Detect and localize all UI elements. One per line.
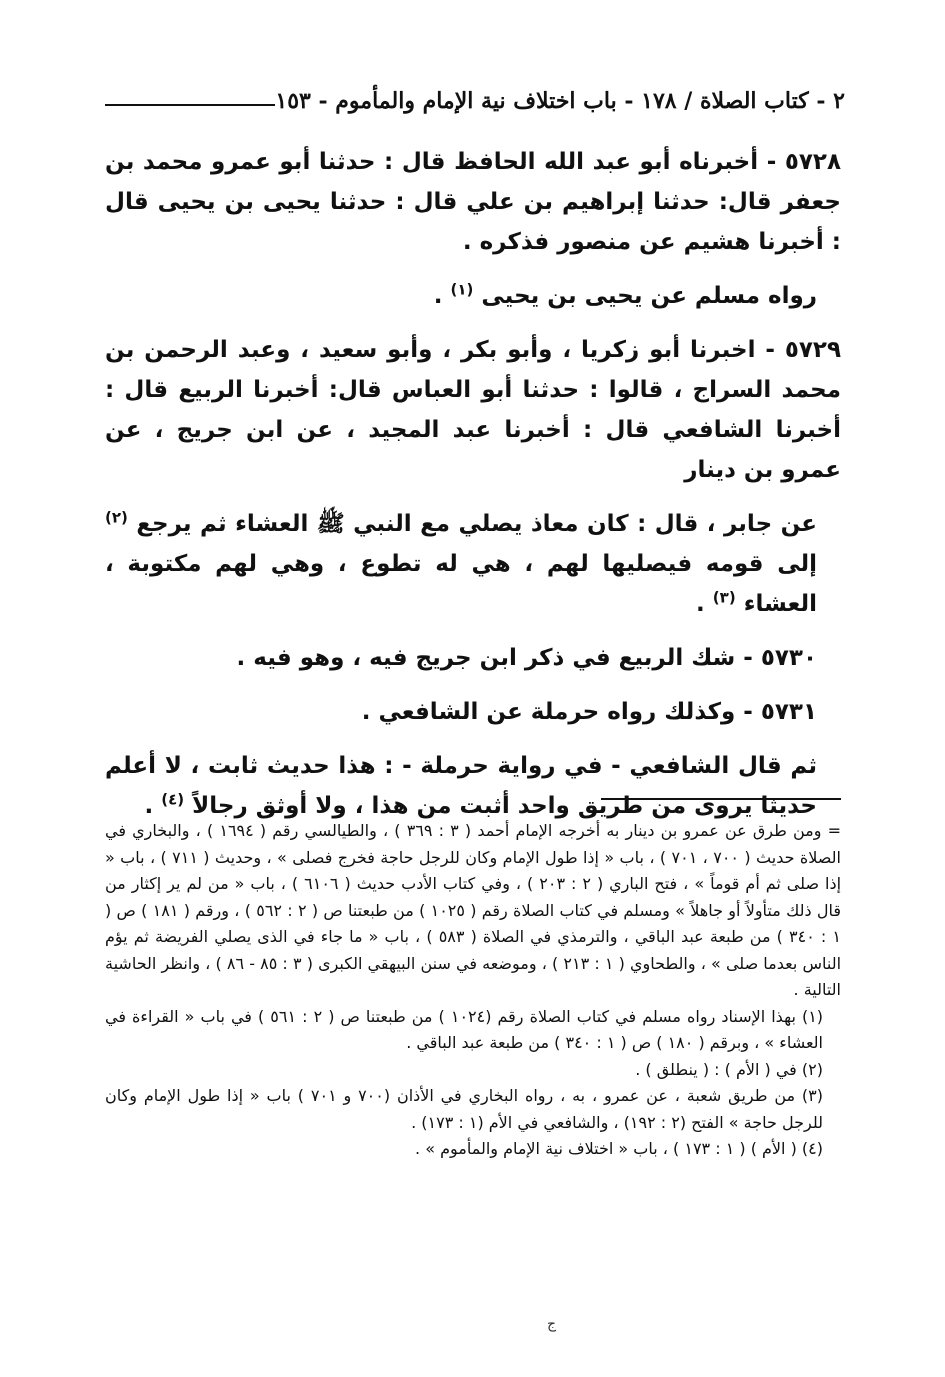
hadith-5730: ٥٧٣٠ - شك الربيع في ذكر ابن جريج فيه ، وهو فيه .	[236, 645, 817, 671]
hadith-jabir-line2: إلى قومه فيصليها لهم ، هي له تطوع ، وهي لهم مكتوبة ، العشاء	[105, 551, 817, 617]
narration-note-text: رواه مسلم عن يحيى بن يحيى	[481, 283, 817, 309]
narration-note	[105, 276, 841, 316]
shafii-comment-text: ثم قال الشافعي - في رواية حرملة - : هذا حديث ثابت ، لا أعلم حديثا يروى من طريق واحد أثبت من هذا ، ولا أوثق رجالاً	[105, 753, 817, 819]
header-rule	[105, 104, 275, 106]
footnote-ref-1: (١)	[450, 280, 474, 299]
hadith-5731: ٥٧٣١ - وكذلك رواه حرملة عن الشافعي .	[361, 699, 817, 725]
main-text	[105, 142, 841, 826]
hadith-jabir-line1: عن جابر ، قال : كان معاذ يصلي مع النبي ﷺ العشاء ثم يرجع	[136, 511, 817, 537]
period: .	[433, 283, 443, 309]
shafii-comment	[105, 746, 841, 826]
hadith-jabir	[105, 504, 841, 624]
footnote-3: (٣) من طريق شعبة ، عن عمرو ، به ، رواه البخاري في الأذان (٧٠٠ و ٧٠١ ) باب « إذا طول الإمام وكان للرجل حاجة » الفتح (٢ : ١٩٢) ، والشافعي في الأم (١ : ١٧٣) .	[105, 1086, 824, 1132]
footnote-separator	[601, 798, 841, 800]
period: .	[144, 793, 154, 819]
footnote-4: (٤) ( الأم ) ( ١ : ١٧٣ ) ، باب « اختلاف نية الإمام والمأموم » .	[415, 1139, 823, 1158]
footnote-ref-2: (٢)	[105, 508, 128, 527]
footnote-2: (٢) في ( الأم ) : ( ينطلق ) .	[635, 1059, 823, 1079]
hadith-5729: ٥٧٢٩ - اخبرنا أبو زكريا ، وأبو بكر ، وأبو سعيد ، وعبد الرحمن بن محمد السراج ، قالوا : حدثنا أبو العباس قال: أخبرنا الربيع قال : أخبرنا الشافعي قال : أخبرنا عبد المجيد ، عن ابن جريج ، عن عمرو بن دينار	[105, 337, 841, 483]
hadith-5728: ٥٧٢٨ - أخبرناه أبو عبد الله الحافظ قال : حدثنا أبو عمرو محمد بن جعفر قال: حدثنا إبراهيم بن علي قال : حدثنا يحيى بن يحيى قال : أخبرنا هشيم عن منصور فذكره .	[105, 149, 841, 255]
period: .	[696, 591, 705, 617]
footnote-ref-3: (٣)	[712, 588, 736, 607]
footnote-ref-4: (٤)	[161, 790, 185, 809]
footnote-continuation: = ومن طرق عن عمرو بن دينار به أخرجه الإمام أحمد ( ٣ : ٣٦٩ ) ، والطيالسي رقم ( ١٦٩٤ ) ، والبخاري في الصلاة حديث ( ٧٠٠ ، ٧٠١ ) ، باب « إذا طول الإمام وكان للرجل حاجة فخرج فصلى » ، وحديث ( ٧١١ ) ، باب « إذا صلى ثم أم قوماً » ، فتح الباري ( ٢ : ٢٠٣ ) ، وفي كتاب الأدب حديث ( ٦١٠٦ ) ، باب « من لم ير إكثار من قال ذلك متأولاً أو جاهلاً » ومسلم في كتاب الصلاة رقم ( ١٠٢٥ ) من طبعتنا ص ( ٢ : ٥٦٢ ) ، ورقم ( ١٨١ ) ص ( ١ : ٣٤٠ ) من طبعة عبد الباقي ، والترمذي في الصلاة ( ٥٨٣ ) ، باب « ما جاء في الذى يصلي الفريضة ثم يؤم الناس بعدما صلى » ، والطحاوي ( ١ : ٢١٣ ) ، وموضعه في سنن البيهقي الكبرى ( ٣ : ٨٥ - ٨٦ ) ، وانظر الحاشية التالية .	[105, 821, 842, 999]
page-mark: ج	[547, 1316, 557, 1332]
footnote-1: (١) بهذا الإسناد رواه مسلم في كتاب الصلاة رقم (١٠٢٤ ) من طبعتنا ص ( ٢ : ٥٦١ ) في باب « القراءة في العشاء » ، وبرقم ( ١٨٠ ) ص ( ١ : ٣٤٠ ) من طبعة عبد الباقي .	[105, 1006, 824, 1052]
footnotes	[105, 818, 841, 1163]
header-title: ٢ - كتاب الصلاة / ١٧٨ - باب اختلاف نية الإمام والمأموم - ١٥٣	[275, 88, 845, 114]
running-header	[105, 78, 845, 114]
